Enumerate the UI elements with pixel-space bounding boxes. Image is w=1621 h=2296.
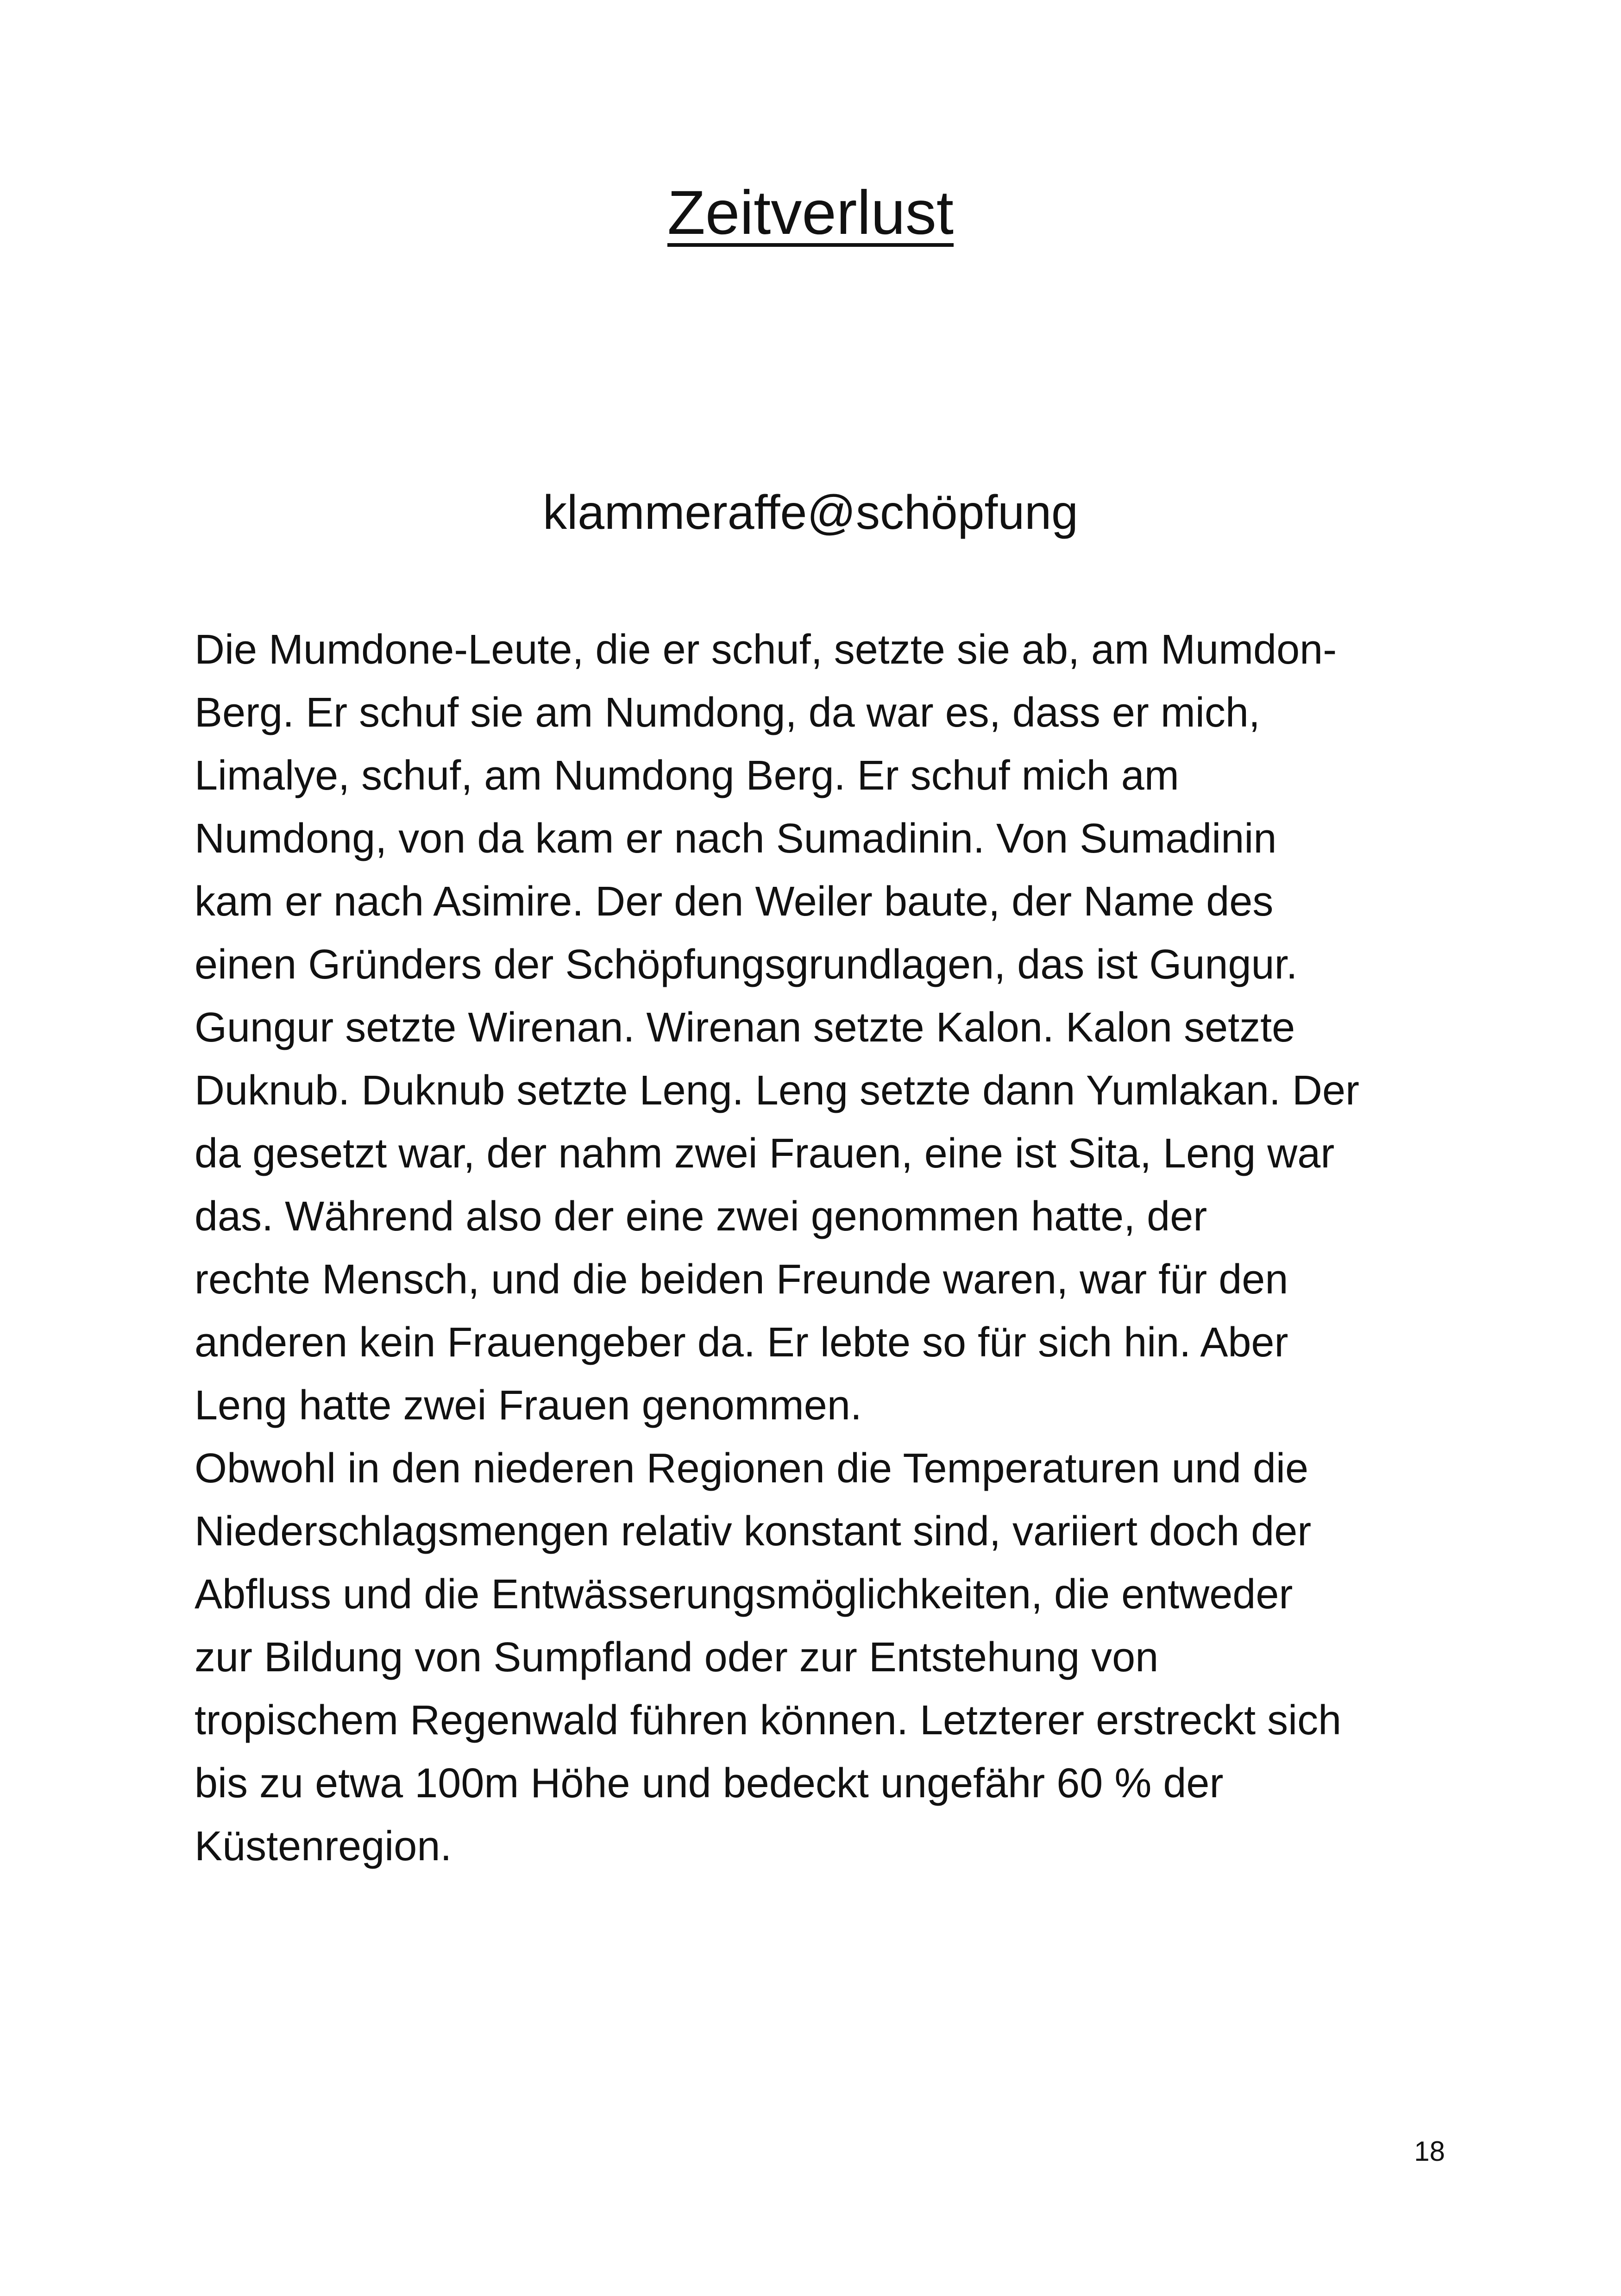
paragraph-2: Obwohl in den niederen Regionen die Temperaturen und die Niederschlagsmengen relativ konstant sind, variiert doch der Abfluss und die Entwässerungsmöglichkeiten, die entweder zur Bildung von Sumpfland oder zur Entstehung von tropischem Regenwald führen können. Letzterer erstreckt sich bis zu etwa 100m Höhe und bedeckt ungefähr 60 % der Küstenregion. xyxy=(195,1445,1342,1869)
page-number: 18 xyxy=(1414,2136,1445,2167)
page-subtitle: klammeraffe@schöpfung xyxy=(543,486,1078,539)
paragraph-1: Die Mumdone-Leute, die er schuf, setzte sie ab, am Mumdon- Berg. Er schuf sie am Numdong, da war es, dass er mich, Limalye, schuf, am Numdong Berg. Er schuf mich am Numdong, von da kam er nach Sumadinin. Von Sumadinin kam er nach Asimire. Der den Weiler baute, der Name des einen Gründers der Schöpfungsgrundlagen, das ist Gungur. Gungur setzte Wirenan. Wirenan setzte Kalon. Kalon setzte Duknub. Duknub setzte Leng. Leng setzte dann Yumlakan. Der da gesetzt war, der nahm zwei Frauen, eine ist Sita, Leng war das. Während also der eine zwei genommen hatte, der rechte Mensch, und die beiden Freunde waren, war für den anderen kein Frauengeber da. Er lebte so für sich hin. Aber Leng hatte zwei Frauen genommen. xyxy=(195,627,1359,1429)
body-text xyxy=(195,618,1445,1878)
page-title: Zeitverlust xyxy=(667,178,954,247)
